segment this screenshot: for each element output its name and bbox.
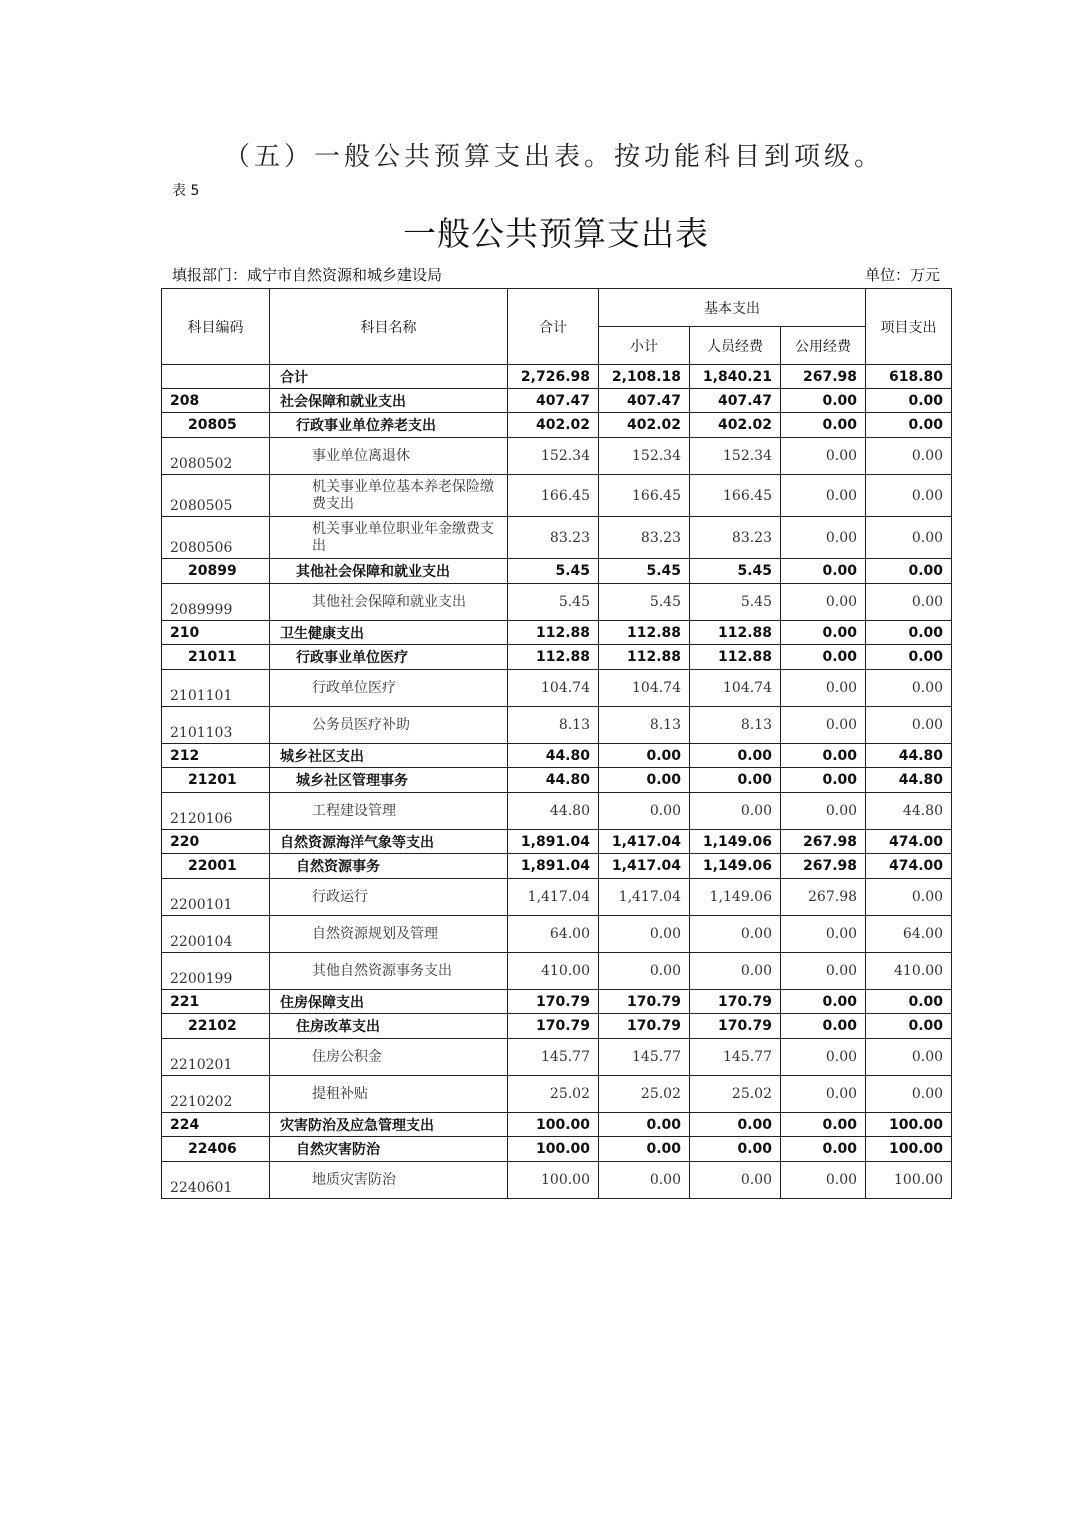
cell-public: 0.00 xyxy=(781,1162,866,1199)
cell-project: 0.00 xyxy=(866,621,952,645)
cell-subtotal: 0.00 xyxy=(599,916,690,953)
cell-public: 0.00 xyxy=(781,670,866,707)
cell-total: 8.13 xyxy=(508,707,599,744)
table-row xyxy=(162,365,952,389)
cell-subtotal: 0.00 xyxy=(599,1162,690,1199)
cell-subtotal: 8.13 xyxy=(599,707,690,744)
table-row xyxy=(162,670,952,707)
cell-code: 2080505 xyxy=(162,475,270,517)
cell-personnel: 0.00 xyxy=(690,916,781,953)
cell-personnel: 0.00 xyxy=(690,953,781,990)
cell-public: 0.00 xyxy=(781,1014,866,1039)
cell-code: 2210202 xyxy=(162,1076,270,1113)
table-row xyxy=(162,559,952,584)
unit-label: 单位：万元 xyxy=(864,266,940,284)
cell-personnel: 152.34 xyxy=(690,438,781,475)
cell-subtotal: 407.47 xyxy=(599,389,690,413)
cell-name: 行政事业单位养老支出 xyxy=(270,413,508,438)
table-row xyxy=(162,475,952,517)
cell-subtotal: 0.00 xyxy=(599,768,690,793)
cell-project: 100.00 xyxy=(866,1162,952,1199)
cell-public: 0.00 xyxy=(781,475,866,517)
cell-code: 22406 xyxy=(162,1137,270,1162)
table-row xyxy=(162,879,952,916)
cell-code: 2240601 xyxy=(162,1162,270,1199)
cell-total: 166.45 xyxy=(508,475,599,517)
cell-subtotal: 402.02 xyxy=(599,413,690,438)
cell-project: 44.80 xyxy=(866,793,952,830)
table-row xyxy=(162,793,952,830)
cell-code: 21011 xyxy=(162,645,270,670)
cell-personnel: 83.23 xyxy=(690,517,781,559)
cell-personnel: 25.02 xyxy=(690,1076,781,1113)
cell-public: 267.98 xyxy=(781,879,866,916)
cell-project: 474.00 xyxy=(866,854,952,879)
cell-subtotal: 170.79 xyxy=(599,990,690,1014)
table-row xyxy=(162,1076,952,1113)
section-title: （五）一般公共预算支出表。按功能科目到项级。 xyxy=(224,142,885,172)
cell-name: 事业单位离退休 xyxy=(270,438,508,475)
cell-project: 474.00 xyxy=(866,830,952,854)
cell-personnel: 166.45 xyxy=(690,475,781,517)
cell-subtotal: 170.79 xyxy=(599,1014,690,1039)
table-row xyxy=(162,517,952,559)
header-public: 公用经费 xyxy=(781,327,866,365)
cell-name: 提租补贴 xyxy=(270,1076,508,1113)
cell-total: 170.79 xyxy=(508,1014,599,1039)
cell-project: 0.00 xyxy=(866,413,952,438)
cell-project: 410.00 xyxy=(866,953,952,990)
cell-name: 住房公积金 xyxy=(270,1039,508,1076)
cell-subtotal: 104.74 xyxy=(599,670,690,707)
cell-subtotal: 5.45 xyxy=(599,584,690,621)
cell-name: 机关事业单位基本养老保险缴费支出 xyxy=(270,475,508,517)
cell-personnel: 0.00 xyxy=(690,1113,781,1137)
cell-name: 行政单位医疗 xyxy=(270,670,508,707)
cell-personnel: 0.00 xyxy=(690,1162,781,1199)
cell-name: 其他社会保障和就业支出 xyxy=(270,584,508,621)
cell-code: 220 xyxy=(162,830,270,854)
cell-code: 212 xyxy=(162,744,270,768)
cell-public: 0.00 xyxy=(781,413,866,438)
cell-public: 0.00 xyxy=(781,953,866,990)
cell-subtotal: 0.00 xyxy=(599,953,690,990)
cell-public: 0.00 xyxy=(781,517,866,559)
cell-project: 0.00 xyxy=(866,559,952,584)
cell-subtotal: 0.00 xyxy=(599,793,690,830)
table-row xyxy=(162,953,952,990)
cell-name: 住房保障支出 xyxy=(270,990,508,1014)
cell-public: 0.00 xyxy=(781,744,866,768)
cell-name: 其他自然资源事务支出 xyxy=(270,953,508,990)
table-row xyxy=(162,584,952,621)
header-subtotal: 小计 xyxy=(599,327,690,365)
table-row xyxy=(162,830,952,854)
cell-total: 152.34 xyxy=(508,438,599,475)
cell-code: 2101101 xyxy=(162,670,270,707)
cell-project: 0.00 xyxy=(866,389,952,413)
header-code: 科目编码 xyxy=(162,289,270,365)
cell-total: 1,417.04 xyxy=(508,879,599,916)
cell-total: 5.45 xyxy=(508,584,599,621)
cell-name: 灾害防治及应急管理支出 xyxy=(270,1113,508,1137)
cell-total: 112.88 xyxy=(508,621,599,645)
table-row xyxy=(162,1113,952,1137)
cell-personnel: 5.45 xyxy=(690,559,781,584)
cell-total: 100.00 xyxy=(508,1162,599,1199)
cell-project: 100.00 xyxy=(866,1113,952,1137)
cell-name: 城乡社区管理事务 xyxy=(270,768,508,793)
cell-total: 1,891.04 xyxy=(508,830,599,854)
department-label: 填报部门：咸宁市自然资源和城乡建设局 xyxy=(172,266,443,284)
cell-total: 1,891.04 xyxy=(508,854,599,879)
cell-public: 0.00 xyxy=(781,916,866,953)
table-row xyxy=(162,768,952,793)
header-name: 科目名称 xyxy=(270,289,508,365)
table-number: 表 5 xyxy=(172,183,200,199)
cell-project: 0.00 xyxy=(866,1039,952,1076)
cell-subtotal: 1,417.04 xyxy=(599,830,690,854)
table-row xyxy=(162,854,952,879)
cell-public: 0.00 xyxy=(781,1137,866,1162)
cell-personnel: 8.13 xyxy=(690,707,781,744)
cell-public: 267.98 xyxy=(781,365,866,389)
table-row xyxy=(162,916,952,953)
cell-project: 0.00 xyxy=(866,670,952,707)
header-project: 项目支出 xyxy=(866,289,952,365)
table-row xyxy=(162,1014,952,1039)
cell-code: 2080502 xyxy=(162,438,270,475)
cell-public: 0.00 xyxy=(781,1076,866,1113)
cell-name: 自然资源事务 xyxy=(270,854,508,879)
header-personnel: 人员经费 xyxy=(690,327,781,365)
cell-public: 0.00 xyxy=(781,1039,866,1076)
cell-subtotal: 0.00 xyxy=(599,1113,690,1137)
cell-name: 工程建设管理 xyxy=(270,793,508,830)
table-row xyxy=(162,1137,952,1162)
cell-public: 0.00 xyxy=(781,389,866,413)
cell-name: 机关事业单位职业年金缴费支出 xyxy=(270,517,508,559)
header-basic: 基本支出 xyxy=(599,289,866,327)
cell-name: 行政运行 xyxy=(270,879,508,916)
cell-project: 618.80 xyxy=(866,365,952,389)
cell-project: 0.00 xyxy=(866,475,952,517)
cell-personnel: 402.02 xyxy=(690,413,781,438)
cell-personnel: 1,840.21 xyxy=(690,365,781,389)
cell-code: 22102 xyxy=(162,1014,270,1039)
cell-subtotal: 1,417.04 xyxy=(599,879,690,916)
table-header xyxy=(162,289,952,365)
table-row xyxy=(162,707,952,744)
table-body xyxy=(162,365,952,1199)
table-row xyxy=(162,990,952,1014)
cell-personnel: 0.00 xyxy=(690,793,781,830)
cell-code xyxy=(162,365,270,389)
cell-project: 0.00 xyxy=(866,584,952,621)
cell-code: 208 xyxy=(162,389,270,413)
cell-total: 145.77 xyxy=(508,1039,599,1076)
cell-code: 2120106 xyxy=(162,793,270,830)
cell-public: 0.00 xyxy=(781,645,866,670)
cell-project: 0.00 xyxy=(866,517,952,559)
cell-total: 83.23 xyxy=(508,517,599,559)
cell-total: 100.00 xyxy=(508,1113,599,1137)
cell-subtotal: 0.00 xyxy=(599,744,690,768)
cell-total: 104.74 xyxy=(508,670,599,707)
cell-name: 合计 xyxy=(270,365,508,389)
cell-personnel: 112.88 xyxy=(690,645,781,670)
page-title: 一般公共预算支出表 xyxy=(403,214,709,253)
cell-public: 267.98 xyxy=(781,830,866,854)
cell-personnel: 5.45 xyxy=(690,584,781,621)
cell-name: 自然资源海洋气象等支出 xyxy=(270,830,508,854)
cell-public: 0.00 xyxy=(781,584,866,621)
cell-name: 地质灾害防治 xyxy=(270,1162,508,1199)
cell-code: 22001 xyxy=(162,854,270,879)
cell-subtotal: 83.23 xyxy=(599,517,690,559)
cell-subtotal: 145.77 xyxy=(599,1039,690,1076)
cell-public: 0.00 xyxy=(781,990,866,1014)
cell-code: 2080506 xyxy=(162,517,270,559)
cell-public: 267.98 xyxy=(781,854,866,879)
cell-total: 407.47 xyxy=(508,389,599,413)
cell-total: 44.80 xyxy=(508,793,599,830)
cell-personnel: 0.00 xyxy=(690,744,781,768)
cell-personnel: 0.00 xyxy=(690,1137,781,1162)
cell-subtotal: 5.45 xyxy=(599,559,690,584)
cell-project: 64.00 xyxy=(866,916,952,953)
cell-subtotal: 1,417.04 xyxy=(599,854,690,879)
cell-project: 0.00 xyxy=(866,645,952,670)
cell-total: 100.00 xyxy=(508,1137,599,1162)
cell-name: 行政事业单位医疗 xyxy=(270,645,508,670)
cell-total: 402.02 xyxy=(508,413,599,438)
cell-project: 0.00 xyxy=(866,1076,952,1113)
table-row xyxy=(162,438,952,475)
cell-name: 自然灾害防治 xyxy=(270,1137,508,1162)
cell-public: 0.00 xyxy=(781,621,866,645)
cell-subtotal: 25.02 xyxy=(599,1076,690,1113)
cell-personnel: 1,149.06 xyxy=(690,854,781,879)
cell-code: 210 xyxy=(162,621,270,645)
cell-code: 2200104 xyxy=(162,916,270,953)
cell-total: 2,726.98 xyxy=(508,365,599,389)
cell-code: 2210201 xyxy=(162,1039,270,1076)
cell-name: 其他社会保障和就业支出 xyxy=(270,559,508,584)
cell-code: 2200199 xyxy=(162,953,270,990)
cell-code: 20805 xyxy=(162,413,270,438)
cell-subtotal: 166.45 xyxy=(599,475,690,517)
cell-public: 0.00 xyxy=(781,768,866,793)
cell-code: 224 xyxy=(162,1113,270,1137)
table-row xyxy=(162,621,952,645)
cell-total: 112.88 xyxy=(508,645,599,670)
cell-total: 25.02 xyxy=(508,1076,599,1113)
table-row xyxy=(162,744,952,768)
cell-subtotal: 0.00 xyxy=(599,1137,690,1162)
cell-total: 44.80 xyxy=(508,744,599,768)
table-row xyxy=(162,389,952,413)
cell-name: 卫生健康支出 xyxy=(270,621,508,645)
cell-public: 0.00 xyxy=(781,1113,866,1137)
table-row xyxy=(162,413,952,438)
cell-public: 0.00 xyxy=(781,707,866,744)
cell-total: 64.00 xyxy=(508,916,599,953)
cell-project: 0.00 xyxy=(866,707,952,744)
budget-table xyxy=(161,288,952,1199)
cell-subtotal: 112.88 xyxy=(599,621,690,645)
cell-project: 44.80 xyxy=(866,744,952,768)
cell-total: 44.80 xyxy=(508,768,599,793)
cell-public: 0.00 xyxy=(781,793,866,830)
cell-project: 0.00 xyxy=(866,879,952,916)
cell-project: 100.00 xyxy=(866,1137,952,1162)
cell-project: 0.00 xyxy=(866,438,952,475)
cell-code: 2101103 xyxy=(162,707,270,744)
cell-subtotal: 112.88 xyxy=(599,645,690,670)
cell-code: 21201 xyxy=(162,768,270,793)
cell-personnel: 0.00 xyxy=(690,768,781,793)
cell-code: 20899 xyxy=(162,559,270,584)
cell-personnel: 170.79 xyxy=(690,1014,781,1039)
cell-name: 城乡社区支出 xyxy=(270,744,508,768)
cell-personnel: 112.88 xyxy=(690,621,781,645)
cell-personnel: 1,149.06 xyxy=(690,879,781,916)
cell-name: 社会保障和就业支出 xyxy=(270,389,508,413)
cell-total: 170.79 xyxy=(508,990,599,1014)
cell-public: 0.00 xyxy=(781,438,866,475)
table-row xyxy=(162,1162,952,1199)
cell-personnel: 104.74 xyxy=(690,670,781,707)
cell-personnel: 1,149.06 xyxy=(690,830,781,854)
cell-total: 410.00 xyxy=(508,953,599,990)
table-row xyxy=(162,1039,952,1076)
cell-name: 公务员医疗补助 xyxy=(270,707,508,744)
cell-code: 2089999 xyxy=(162,584,270,621)
cell-name: 住房改革支出 xyxy=(270,1014,508,1039)
table-row xyxy=(162,645,952,670)
cell-public: 0.00 xyxy=(781,559,866,584)
cell-project: 0.00 xyxy=(866,1014,952,1039)
cell-project: 0.00 xyxy=(866,990,952,1014)
cell-personnel: 170.79 xyxy=(690,990,781,1014)
cell-code: 221 xyxy=(162,990,270,1014)
cell-code: 2200101 xyxy=(162,879,270,916)
cell-name: 自然资源规划及管理 xyxy=(270,916,508,953)
cell-personnel: 145.77 xyxy=(690,1039,781,1076)
cell-personnel: 407.47 xyxy=(690,389,781,413)
header-total: 合计 xyxy=(508,289,599,365)
cell-subtotal: 2,108.18 xyxy=(599,365,690,389)
cell-subtotal: 152.34 xyxy=(599,438,690,475)
cell-project: 44.80 xyxy=(866,768,952,793)
cell-total: 5.45 xyxy=(508,559,599,584)
